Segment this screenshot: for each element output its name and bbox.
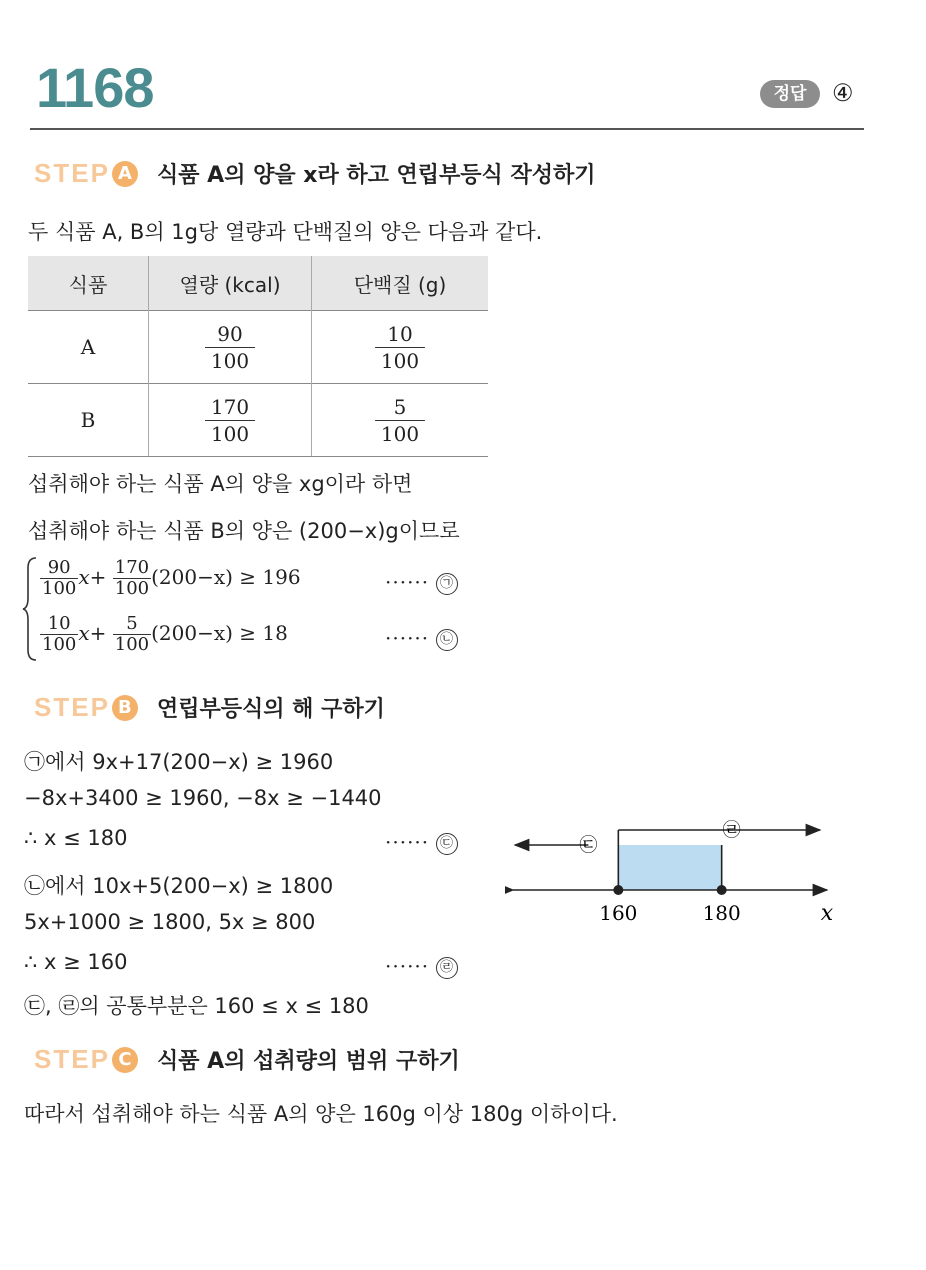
region-label-c: ㉢	[579, 835, 598, 856]
inequality-2-rhs: (200−x) ≥ 18	[151, 621, 288, 645]
fraction-numerator: 5	[113, 614, 151, 635]
table-cell-protein	[312, 384, 489, 457]
header-divider	[30, 128, 864, 130]
table-header-row	[28, 256, 488, 311]
dots-leader: ······	[385, 954, 430, 978]
label-circle-b: ㉡	[436, 629, 458, 651]
fraction-denominator: 100	[42, 578, 77, 599]
label-circle-d: ㉣	[436, 957, 458, 979]
system-brace	[22, 556, 38, 662]
fraction-denominator: 100	[380, 348, 420, 373]
inequality-2-tag	[385, 626, 458, 651]
setup-line-2: 섭취해야 하는 식품 B의 양은 (200−x)g이므로	[28, 519, 460, 543]
step-c-heading	[34, 1044, 460, 1075]
tick-label-180: 180	[702, 901, 741, 925]
inequality-2: $\frac{10}{100}$ x+ $\frac{5}{100}$ (200−x) ≥ 18	[42, 613, 288, 655]
inequality-1-rhs: (200−x) ≥ 196	[151, 565, 301, 589]
fraction-denominator: 100	[210, 421, 250, 446]
fraction-denominator: 100	[210, 348, 250, 373]
step-a-intro: 두 식품 A, B의 1g당 열량과 단백질의 양은 다음과 같다.	[28, 220, 543, 244]
number-line	[505, 810, 845, 930]
answer-badge: 정답	[760, 80, 820, 108]
fraction-numerator: 5	[375, 394, 425, 421]
fraction-numerator: 90	[205, 321, 255, 348]
solution-line-5: 5x+1000 ≥ 1800, 5x ≥ 800	[24, 910, 316, 934]
solution-line-6: ∴ x ≥ 160	[24, 950, 128, 974]
step-c-title: 식품 A의 섭취량의 범위 구하기	[157, 1049, 460, 1074]
table-header-calories: 열량 (kcal)	[149, 256, 312, 311]
conclusion-text: 따라서 섭취해야 하는 식품 A의 양은 160g 이상 180g 이하이다.	[24, 1102, 618, 1126]
fraction-denominator: 100	[380, 421, 420, 446]
solution-line-4: ㉡에서 10x+5(200−x) ≥ 1800	[24, 874, 334, 898]
step-b-heading	[34, 692, 385, 723]
table-row	[28, 311, 488, 384]
step-a-badge: A	[112, 161, 138, 187]
solution-line-3: ∴ x ≤ 180	[24, 826, 128, 850]
solution-line-7: ㉢, ㉣의 공통부분은 160 ≤ x ≤ 180	[24, 994, 369, 1018]
step-c-word: STEP	[34, 1044, 110, 1074]
setup-line-1: 섭취해야 하는 식품 A의 양을 xg이라 하면	[28, 472, 413, 496]
closed-dot-160	[613, 885, 623, 895]
label-circle-c: ㉢	[436, 833, 458, 855]
fraction-numerator: 90	[40, 558, 78, 579]
table-header-protein: 단백질 (g)	[312, 256, 489, 311]
solution-line-2: −8x+3400 ≥ 1960, −8x ≥ −1440	[24, 786, 382, 810]
table-row	[28, 384, 488, 457]
problem-number: 1168	[36, 56, 154, 119]
fraction-denominator: 100	[114, 634, 150, 655]
fraction-numerator: 10	[375, 321, 425, 348]
answer-value: ④	[832, 79, 854, 107]
solution-tag-d	[385, 954, 458, 979]
inequality-1-tag	[385, 570, 458, 595]
step-c-badge: C	[112, 1047, 138, 1073]
table-cell-food: A	[28, 311, 149, 384]
table-cell-protein	[312, 311, 489, 384]
region-label-d: ㉣	[722, 820, 741, 841]
fraction-numerator: 170	[205, 394, 255, 421]
step-b-title: 연립부등식의 해 구하기	[157, 697, 385, 722]
table-cell-calories	[149, 311, 312, 384]
fraction-numerator: 10	[40, 614, 78, 635]
label-circle-a: ㉠	[436, 573, 458, 595]
fraction-denominator: 100	[42, 634, 77, 655]
step-b-badge: B	[112, 695, 138, 721]
dots-leader: ······	[385, 830, 430, 854]
axis-variable: x	[820, 901, 834, 926]
inequality-1: $\frac{90}{100}$ x+ $\frac{170}{100}$ (200−x) ≥ 196	[42, 557, 301, 599]
dots-leader: ······	[385, 626, 430, 650]
step-b-word: STEP	[34, 692, 110, 722]
table-cell-food: B	[28, 384, 149, 457]
fraction-denominator: 100	[114, 578, 150, 599]
solution-line-1: ㉠에서 9x+17(200−x) ≥ 1960	[24, 750, 334, 774]
step-a-heading	[34, 158, 595, 189]
solution-tag-c	[385, 830, 458, 855]
table-header-food: 식품	[28, 256, 149, 311]
dots-leader: ······	[385, 570, 430, 594]
nutrition-table	[28, 256, 488, 457]
step-a-word: STEP	[34, 158, 110, 188]
tick-label-160: 160	[599, 901, 638, 925]
step-a-title: 식품 A의 양을 x라 하고 연립부등식 작성하기	[157, 163, 596, 188]
closed-dot-180	[717, 885, 727, 895]
table-cell-calories	[149, 384, 312, 457]
solution-region	[618, 845, 721, 890]
fraction-numerator: 170	[114, 557, 150, 578]
